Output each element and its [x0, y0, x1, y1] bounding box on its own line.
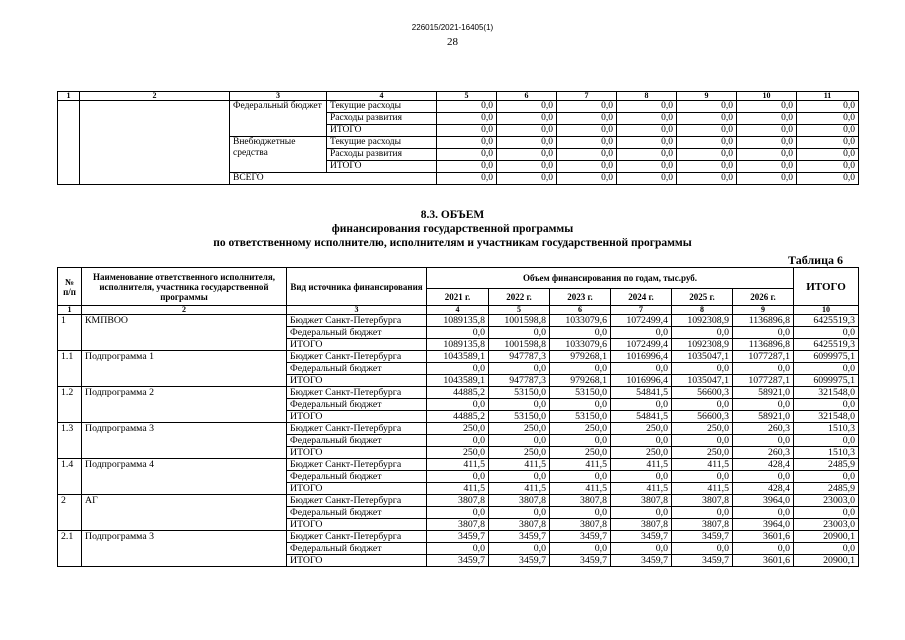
source-type: Бюджет Санкт-Петербурга [287, 495, 427, 507]
value-cell: 3807,8 [489, 519, 550, 531]
value-cell: 411,5 [550, 483, 611, 495]
value-cell: 0,0 [489, 435, 550, 447]
value-cell: 0,0 [672, 363, 733, 375]
value-cell: 3807,8 [550, 519, 611, 531]
source-type: ИТОГО [287, 375, 427, 387]
col-number: 4 [427, 306, 489, 315]
source-type: Бюджет Санкт-Петербурга [287, 351, 427, 363]
value-cell: 1016996,4 [611, 351, 672, 363]
value-cell: 0,0 [797, 149, 859, 161]
section-subtitle: финансирования государственной программы [331, 223, 574, 235]
value-cell: 53150,0 [489, 411, 550, 423]
value-cell: 0,0 [497, 137, 557, 149]
value-cell: 250,0 [489, 423, 550, 435]
col-number: 7 [611, 306, 672, 315]
value-cell: 0,0 [617, 161, 677, 173]
value-cell: 3459,7 [489, 531, 550, 543]
value-cell: 54841,5 [611, 387, 672, 399]
expense-type: ИТОГО [327, 125, 437, 137]
value-cell: 0,0 [617, 113, 677, 125]
participant-name: КМПВОО [82, 315, 287, 351]
value-cell: 947787,3 [489, 351, 550, 363]
header-total: ИТОГО [794, 268, 859, 306]
source-group: Внебюджетные средства [230, 137, 327, 173]
col-number: 6 [550, 306, 611, 315]
col-number: 10 [794, 306, 859, 315]
value-cell: 0,0 [489, 363, 550, 375]
col-number: 9 [677, 92, 737, 101]
value-cell: 1001598,8 [489, 339, 550, 351]
table-row [58, 387, 859, 399]
source-type: Федеральный бюджет [287, 543, 427, 555]
value-cell: 3807,8 [611, 495, 672, 507]
value-cell: 0,0 [557, 125, 617, 137]
participant-name: АГ [82, 495, 287, 531]
value-cell: 260,3 [733, 447, 794, 459]
col-number: 10 [737, 92, 797, 101]
value-cell: 0,0 [437, 149, 497, 161]
value-cell: 0,0 [437, 101, 497, 113]
value-cell: 3807,8 [672, 519, 733, 531]
value-cell: 53150,0 [489, 387, 550, 399]
source-type: Федеральный бюджет [287, 435, 427, 447]
value-cell: 411,5 [672, 459, 733, 471]
value-cell: 0,0 [550, 543, 611, 555]
value-cell: 0,0 [489, 543, 550, 555]
value-cell: 0,0 [677, 113, 737, 125]
participant-name: Подпрограмма 4 [82, 459, 287, 495]
header-row [58, 92, 859, 101]
col-number: 4 [327, 92, 437, 101]
value-cell: 0,0 [677, 137, 737, 149]
value-cell: 250,0 [550, 423, 611, 435]
participant-name: Подпрограмма 2 [82, 387, 287, 423]
value-cell: 3459,7 [611, 555, 672, 567]
value-cell: 0,0 [794, 471, 859, 483]
value-cell: 0,0 [550, 327, 611, 339]
col-number: 2 [82, 306, 287, 315]
value-cell: 0,0 [672, 327, 733, 339]
value-cell: 0,0 [489, 327, 550, 339]
value-cell: 1510,3 [794, 447, 859, 459]
value-cell: 23003,0 [794, 495, 859, 507]
value-cell: 1033079,6 [550, 339, 611, 351]
value-cell: 321548,0 [794, 411, 859, 423]
value-cell: 0,0 [797, 125, 859, 137]
value-cell: 3459,7 [550, 531, 611, 543]
value-cell: 0,0 [733, 471, 794, 483]
col-number: 2 [80, 92, 230, 101]
value-cell: 44885,2 [427, 411, 489, 423]
value-cell: 0,0 [611, 507, 672, 519]
col-number: 5 [489, 306, 550, 315]
section-subtitle-2: по ответственному исполнителю, исполнителям и участникам государственной программы [213, 237, 692, 249]
section-title: 8.3. ОБЪЕМ [420, 209, 485, 221]
value-cell: 0,0 [737, 173, 797, 185]
source-type: ИТОГО [287, 447, 427, 459]
year-header: 2021 г. [427, 289, 489, 306]
value-cell: 1035047,1 [672, 351, 733, 363]
value-cell: 0,0 [677, 101, 737, 113]
value-cell: 1072499,4 [611, 339, 672, 351]
value-cell: 0,0 [611, 471, 672, 483]
row-number: 1.4 [58, 459, 82, 495]
expense-type: Текущие расходы [327, 101, 437, 113]
value-cell: 53150,0 [550, 387, 611, 399]
value-cell: 0,0 [550, 399, 611, 411]
value-cell: 6425519,3 [794, 339, 859, 351]
value-cell: 3807,8 [489, 495, 550, 507]
value-cell: 1043589,1 [427, 351, 489, 363]
value-cell: 3459,7 [489, 555, 550, 567]
value-cell: 1077287,1 [733, 375, 794, 387]
value-cell: 3459,7 [427, 531, 489, 543]
source-type: Бюджет Санкт-Петербурга [287, 315, 427, 327]
value-cell: 0,0 [672, 543, 733, 555]
value-cell: 0,0 [550, 435, 611, 447]
header-name: Наименование ответственного исполнителя, исполнителя, участника государственной программы [82, 268, 287, 306]
value-cell: 6425519,3 [794, 315, 859, 327]
blank-cell [58, 101, 80, 185]
row-number: 1.2 [58, 387, 82, 423]
value-cell: 0,0 [677, 125, 737, 137]
value-cell: 0,0 [437, 173, 497, 185]
year-header: 2025 г. [672, 289, 733, 306]
value-cell: 0,0 [733, 507, 794, 519]
value-cell: 1510,3 [794, 423, 859, 435]
table-row [58, 351, 859, 363]
value-cell: 0,0 [427, 363, 489, 375]
value-cell: 428,4 [733, 459, 794, 471]
value-cell: 411,5 [672, 483, 733, 495]
value-cell: 3459,7 [611, 531, 672, 543]
value-cell: 411,5 [611, 459, 672, 471]
col-number: 3 [287, 306, 427, 315]
value-cell: 0,0 [737, 125, 797, 137]
value-cell: 0,0 [557, 161, 617, 173]
value-cell: 0,0 [557, 149, 617, 161]
value-cell: 0,0 [794, 543, 859, 555]
value-cell: 1072499,4 [611, 315, 672, 327]
continuation-table [57, 91, 859, 185]
value-cell: 0,0 [733, 363, 794, 375]
value-cell: 0,0 [611, 399, 672, 411]
value-cell: 1136896,8 [733, 339, 794, 351]
value-cell: 0,0 [677, 173, 737, 185]
value-cell: 1089135,8 [427, 339, 489, 351]
value-cell: 0,0 [489, 471, 550, 483]
col-number: 1 [58, 306, 82, 315]
source-type: Федеральный бюджет [287, 327, 427, 339]
table-row [58, 495, 859, 507]
value-cell: 3807,8 [427, 519, 489, 531]
value-cell: 0,0 [797, 113, 859, 125]
row-number: 1.1 [58, 351, 82, 387]
table-row [58, 101, 859, 113]
value-cell: 1016996,4 [611, 375, 672, 387]
value-cell: 0,0 [737, 161, 797, 173]
value-cell: 3601,6 [733, 531, 794, 543]
value-cell: 0,0 [797, 101, 859, 113]
value-cell: 3964,0 [733, 519, 794, 531]
value-cell: 411,5 [611, 483, 672, 495]
value-cell: 3807,8 [611, 519, 672, 531]
value-cell: 0,0 [677, 149, 737, 161]
value-cell: 250,0 [427, 447, 489, 459]
value-cell: 2485,9 [794, 483, 859, 495]
value-cell: 1001598,8 [489, 315, 550, 327]
row-number: 2 [58, 495, 82, 531]
value-cell: 250,0 [550, 447, 611, 459]
participant-name: Подпрограмма 1 [82, 351, 287, 387]
source-group: Федеральный бюджет [230, 101, 327, 137]
table-row [58, 423, 859, 435]
value-cell: 2485,9 [794, 459, 859, 471]
col-number: 9 [733, 306, 794, 315]
value-cell: 0,0 [672, 471, 733, 483]
value-cell: 0,0 [557, 137, 617, 149]
value-cell: 0,0 [427, 507, 489, 519]
value-cell: 1043589,1 [427, 375, 489, 387]
value-cell: 0,0 [794, 399, 859, 411]
value-cell: 0,0 [617, 101, 677, 113]
value-cell: 3459,7 [672, 531, 733, 543]
source-type: Федеральный бюджет [287, 471, 427, 483]
value-cell: 0,0 [733, 435, 794, 447]
participant-name: Подпрограмма 3 [82, 531, 287, 567]
value-cell: 0,0 [617, 137, 677, 149]
value-cell: 0,0 [794, 363, 859, 375]
source-type: Бюджет Санкт-Петербурга [287, 459, 427, 471]
value-cell: 0,0 [437, 125, 497, 137]
col-number: 8 [672, 306, 733, 315]
value-cell: 1092308,9 [672, 315, 733, 327]
source-type: ИТОГО [287, 555, 427, 567]
value-cell: 250,0 [611, 423, 672, 435]
col-number: 11 [797, 92, 859, 101]
value-cell: 6099975,1 [794, 351, 859, 363]
value-cell: 3807,8 [427, 495, 489, 507]
header-num: № п/п [58, 268, 82, 306]
expense-type: Расходы развития [327, 149, 437, 161]
row-number: 1 [58, 315, 82, 351]
value-cell: 321548,0 [794, 387, 859, 399]
source-type: ИТОГО [287, 483, 427, 495]
value-cell: 250,0 [672, 447, 733, 459]
value-cell: 0,0 [672, 507, 733, 519]
value-cell: 0,0 [617, 125, 677, 137]
value-cell: 0,0 [611, 363, 672, 375]
value-cell: 0,0 [497, 113, 557, 125]
value-cell: 0,0 [611, 435, 672, 447]
value-cell: 979268,1 [550, 375, 611, 387]
value-cell: 250,0 [427, 423, 489, 435]
value-cell: 23003,0 [794, 519, 859, 531]
source-type: Бюджет Санкт-Петербурга [287, 423, 427, 435]
value-cell: 0,0 [794, 507, 859, 519]
value-cell: 56600,3 [672, 411, 733, 423]
value-cell: 53150,0 [550, 411, 611, 423]
value-cell: 0,0 [557, 173, 617, 185]
value-cell: 1033079,6 [550, 315, 611, 327]
value-cell: 0,0 [489, 399, 550, 411]
source-type: ИТОГО [287, 411, 427, 423]
value-cell: 0,0 [497, 101, 557, 113]
expense-type: Текущие расходы [327, 137, 437, 149]
col-number: 8 [617, 92, 677, 101]
value-cell: 1092308,9 [672, 339, 733, 351]
value-cell: 54841,5 [611, 411, 672, 423]
value-cell: 250,0 [611, 447, 672, 459]
value-cell: 0,0 [611, 543, 672, 555]
expense-type: Расходы развития [327, 113, 437, 125]
table-row [58, 315, 859, 327]
col-number: 3 [230, 92, 327, 101]
value-cell: 0,0 [497, 173, 557, 185]
value-cell: 0,0 [557, 113, 617, 125]
value-cell: 3601,6 [733, 555, 794, 567]
value-cell: 1035047,1 [672, 375, 733, 387]
value-cell: 0,0 [737, 137, 797, 149]
value-cell: 979268,1 [550, 351, 611, 363]
value-cell: 260,3 [733, 423, 794, 435]
row-number: 2.1 [58, 531, 82, 567]
value-cell: 0,0 [672, 399, 733, 411]
source-type: ИТОГО [287, 519, 427, 531]
value-cell: 0,0 [550, 363, 611, 375]
value-cell: 0,0 [550, 507, 611, 519]
blank-cell [80, 101, 230, 185]
source-type: Федеральный бюджет [287, 507, 427, 519]
value-cell: 0,0 [733, 543, 794, 555]
source-type: Федеральный бюджет [287, 399, 427, 411]
value-cell: 411,5 [489, 459, 550, 471]
value-cell: 0,0 [733, 399, 794, 411]
value-cell: 428,4 [733, 483, 794, 495]
row-number: 1.3 [58, 423, 82, 459]
col-number: 1 [58, 92, 80, 101]
value-cell: 0,0 [797, 161, 859, 173]
value-cell: 0,0 [427, 435, 489, 447]
value-cell: 0,0 [611, 327, 672, 339]
value-cell: 0,0 [557, 101, 617, 113]
value-cell: 0,0 [489, 507, 550, 519]
header-volume: Объем финансирования по годам, тыс.руб. [427, 268, 794, 289]
value-cell: 0,0 [737, 113, 797, 125]
value-cell: 0,0 [427, 471, 489, 483]
value-cell: 0,0 [794, 327, 859, 339]
value-cell: 411,5 [427, 459, 489, 471]
year-header: 2024 г. [611, 289, 672, 306]
value-cell: 0,0 [677, 161, 737, 173]
expense-type: ИТОГО [327, 161, 437, 173]
col-number: 5 [437, 92, 497, 101]
value-cell: 0,0 [617, 149, 677, 161]
value-cell: 411,5 [489, 483, 550, 495]
value-cell: 3459,7 [427, 555, 489, 567]
value-cell: 0,0 [672, 435, 733, 447]
value-cell: 0,0 [737, 149, 797, 161]
table-label: Таблица 6 [788, 253, 843, 267]
year-header: 2023 г. [550, 289, 611, 306]
total-label: ВСЕГО [230, 173, 437, 185]
value-cell: 3807,8 [672, 495, 733, 507]
document-code: 226015/2021-16405(1) [411, 23, 494, 32]
value-cell: 411,5 [427, 483, 489, 495]
value-cell: 44885,2 [427, 387, 489, 399]
source-type: Бюджет Санкт-Петербурга [287, 531, 427, 543]
value-cell: 250,0 [672, 423, 733, 435]
year-header: 2026 г. [733, 289, 794, 306]
value-cell: 0,0 [497, 125, 557, 137]
table-row [58, 459, 859, 471]
value-cell: 6099975,1 [794, 375, 859, 387]
table-row [58, 531, 859, 543]
participant-name: Подпрограмма 3 [82, 423, 287, 459]
value-cell: 20900,1 [794, 555, 859, 567]
financing-table [57, 267, 859, 567]
header-source: Вид источника финансирования [287, 268, 427, 306]
value-cell: 0,0 [437, 113, 497, 125]
value-cell: 0,0 [427, 327, 489, 339]
value-cell: 0,0 [437, 137, 497, 149]
value-cell: 0,0 [550, 471, 611, 483]
value-cell: 411,5 [550, 459, 611, 471]
value-cell: 3459,7 [672, 555, 733, 567]
value-cell: 0,0 [497, 161, 557, 173]
value-cell: 3964,0 [733, 495, 794, 507]
value-cell: 0,0 [427, 399, 489, 411]
value-cell: 0,0 [737, 101, 797, 113]
value-cell: 58921,0 [733, 387, 794, 399]
value-cell: 56600,3 [672, 387, 733, 399]
value-cell: 3807,8 [550, 495, 611, 507]
source-type: Бюджет Санкт-Петербурга [287, 387, 427, 399]
year-header: 2022 г. [489, 289, 550, 306]
value-cell: 0,0 [437, 161, 497, 173]
value-cell: 0,0 [617, 173, 677, 185]
value-cell: 0,0 [797, 137, 859, 149]
value-cell: 1089135,8 [427, 315, 489, 327]
source-type: Федеральный бюджет [287, 363, 427, 375]
value-cell: 0,0 [733, 327, 794, 339]
value-cell: 1077287,1 [733, 351, 794, 363]
value-cell: 20900,1 [794, 531, 859, 543]
value-cell: 0,0 [427, 543, 489, 555]
value-cell: 0,0 [797, 173, 859, 185]
col-number: 7 [557, 92, 617, 101]
page-number: 28 [447, 36, 458, 48]
source-type: ИТОГО [287, 339, 427, 351]
col-number: 6 [497, 92, 557, 101]
value-cell: 58921,0 [733, 411, 794, 423]
value-cell: 0,0 [497, 149, 557, 161]
value-cell: 1136896,8 [733, 315, 794, 327]
value-cell: 3459,7 [550, 555, 611, 567]
value-cell: 947787,3 [489, 375, 550, 387]
value-cell: 0,0 [794, 435, 859, 447]
value-cell: 250,0 [489, 447, 550, 459]
